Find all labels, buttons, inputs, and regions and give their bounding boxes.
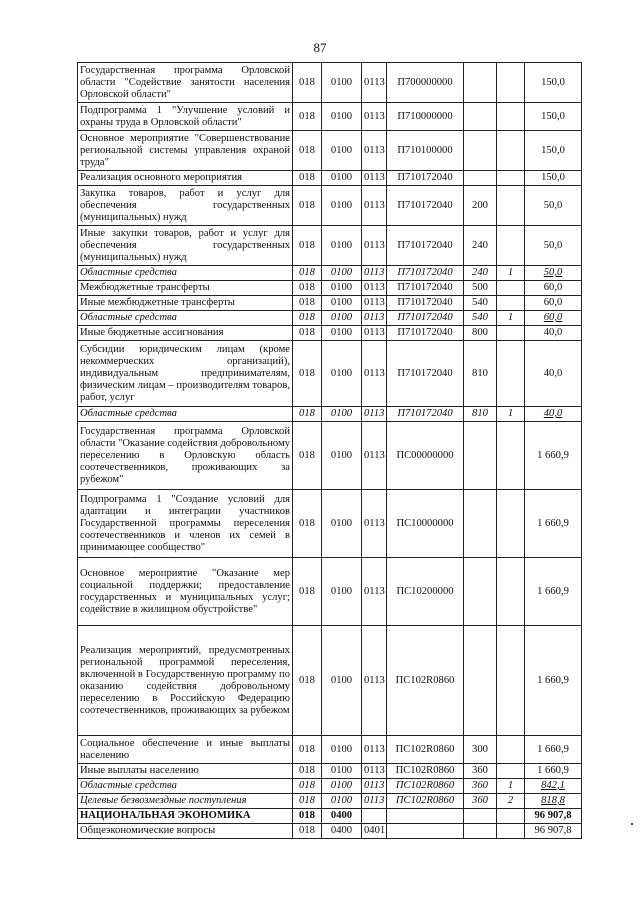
table-row <box>78 296 582 311</box>
cell-subsection-code: 0113 <box>362 736 387 764</box>
cell-ministry-code: 018 <box>293 490 322 558</box>
row-name: Областные средства <box>78 407 293 422</box>
row-name: Иные межбюджетные трансферты <box>78 296 293 311</box>
cell-target-article: П710172040 <box>387 266 464 281</box>
cell-ministry-code: 018 <box>293 407 322 422</box>
table-row <box>78 794 582 809</box>
cell-subsection-code: 0113 <box>362 63 387 103</box>
cell-target-article: П710172040 <box>387 186 464 226</box>
row-name: Целевые безвозмездные поступления <box>78 794 293 809</box>
cell-funding-source <box>497 422 525 490</box>
table-row <box>78 736 582 764</box>
cell-target-article: ПС102R0860 <box>387 736 464 764</box>
cell-ministry-code: 018 <box>293 626 322 736</box>
cell-expense-type: 800 <box>464 326 497 341</box>
cell-target-article: П710100000 <box>387 131 464 171</box>
table-row <box>78 809 582 824</box>
cell-section-code: 0100 <box>322 326 362 341</box>
cell-expense-type: 810 <box>464 407 497 422</box>
cell-subsection-code: 0113 <box>362 626 387 736</box>
scan-mark <box>631 823 633 825</box>
cell-target-article: П710172040 <box>387 341 464 407</box>
table-row <box>78 131 582 171</box>
row-name: Основное мероприятие "Совершенствование региональной системы управления охраной труда" <box>78 131 293 171</box>
row-name: Общеэкономические вопросы <box>78 824 293 839</box>
cell-subsection-code: 0113 <box>362 311 387 326</box>
table-row <box>78 281 582 296</box>
cell-amount: 40,0 <box>525 407 582 422</box>
cell-funding-source <box>497 341 525 407</box>
cell-subsection-code: 0113 <box>362 422 387 490</box>
cell-section-code: 0100 <box>322 341 362 407</box>
cell-amount: 40,0 <box>525 341 582 407</box>
cell-target-article: ПС00000000 <box>387 422 464 490</box>
cell-funding-source <box>497 326 525 341</box>
table-row <box>78 103 582 131</box>
row-name: Межбюджетные трансферты <box>78 281 293 296</box>
row-name: Подпрограмма 1 "Улучшение условий и охраны труда в Орловской области" <box>78 103 293 131</box>
cell-section-code: 0100 <box>322 63 362 103</box>
cell-ministry-code: 018 <box>293 103 322 131</box>
table-row <box>78 558 582 626</box>
cell-funding-source <box>497 131 525 171</box>
cell-ministry-code: 018 <box>293 326 322 341</box>
cell-expense-type: 360 <box>464 794 497 809</box>
cell-target-article: П710172040 <box>387 326 464 341</box>
cell-target-article: ПС102R0860 <box>387 794 464 809</box>
cell-funding-source <box>497 296 525 311</box>
page-number: 87 <box>313 40 327 55</box>
cell-funding-source <box>497 226 525 266</box>
cell-section-code: 0100 <box>322 407 362 422</box>
table-row <box>78 171 582 186</box>
row-name: Иные закупки товаров, работ и услуг для обеспечения государственных (муниципальных) нужд <box>78 226 293 266</box>
row-name: Иные выплаты населению <box>78 764 293 779</box>
cell-funding-source: 2 <box>497 794 525 809</box>
cell-expense-type: 810 <box>464 341 497 407</box>
cell-funding-source <box>497 558 525 626</box>
cell-subsection-code: 0113 <box>362 266 387 281</box>
cell-ministry-code: 018 <box>293 794 322 809</box>
row-name: Государственная программа Орловской области "Оказание содействия добровольному переселению в Орловскую область соотечественников, проживающих за рубежом" <box>78 422 293 490</box>
cell-ministry-code: 018 <box>293 171 322 186</box>
cell-amount: 50,0 <box>525 266 582 281</box>
row-name: Государственная программа Орловской области "Содействие занятости населения Орловской области" <box>78 63 293 103</box>
cell-section-code: 0100 <box>322 226 362 266</box>
cell-expense-type: 200 <box>464 186 497 226</box>
cell-amount: 96 907,8 <box>525 809 582 824</box>
cell-section-code: 0100 <box>322 131 362 171</box>
cell-funding-source <box>497 824 525 839</box>
table-row <box>78 311 582 326</box>
cell-subsection-code: 0113 <box>362 779 387 794</box>
cell-target-article: ПС10000000 <box>387 490 464 558</box>
row-name: Реализация основного мероприятия <box>78 171 293 186</box>
cell-target-article: П700000000 <box>387 63 464 103</box>
cell-ministry-code: 018 <box>293 266 322 281</box>
cell-expense-type <box>464 558 497 626</box>
row-name: НАЦИОНАЛЬНАЯ ЭКОНОМИКА <box>78 809 293 824</box>
cell-subsection-code: 0113 <box>362 558 387 626</box>
cell-funding-source <box>497 171 525 186</box>
cell-target-article: П710172040 <box>387 296 464 311</box>
table-row <box>78 186 582 226</box>
cell-expense-type: 240 <box>464 266 497 281</box>
row-name: Закупка товаров, работ и услуг для обеспечения государственных (муниципальных) нужд <box>78 186 293 226</box>
cell-ministry-code: 018 <box>293 341 322 407</box>
cell-target-article <box>387 809 464 824</box>
cell-ministry-code: 018 <box>293 736 322 764</box>
cell-ministry-code: 018 <box>293 422 322 490</box>
cell-target-article: ПС102R0860 <box>387 626 464 736</box>
cell-expense-type <box>464 490 497 558</box>
cell-section-code: 0100 <box>322 779 362 794</box>
row-name: Областные средства <box>78 266 293 281</box>
cell-section-code: 0100 <box>322 794 362 809</box>
table-row <box>78 407 582 422</box>
cell-funding-source <box>497 626 525 736</box>
cell-funding-source <box>497 63 525 103</box>
cell-subsection-code: 0113 <box>362 226 387 266</box>
cell-amount: 96 907,8 <box>525 824 582 839</box>
cell-subsection-code: 0113 <box>362 407 387 422</box>
cell-target-article: П710172040 <box>387 311 464 326</box>
cell-subsection-code: 0113 <box>362 341 387 407</box>
cell-section-code: 0100 <box>322 266 362 281</box>
table-row <box>78 764 582 779</box>
cell-target-article: П710172040 <box>387 281 464 296</box>
cell-subsection-code: 0113 <box>362 186 387 226</box>
cell-amount: 818,8 <box>525 794 582 809</box>
cell-subsection-code: 0113 <box>362 764 387 779</box>
cell-subsection-code: 0113 <box>362 326 387 341</box>
cell-expense-type <box>464 131 497 171</box>
cell-funding-source <box>497 490 525 558</box>
cell-section-code: 0100 <box>322 764 362 779</box>
cell-funding-source: 1 <box>497 311 525 326</box>
cell-ministry-code: 018 <box>293 186 322 226</box>
cell-funding-source: 1 <box>497 779 525 794</box>
row-name: Основное мероприятие "Оказание мер социальной поддержки; предоставление государственных и муниципальных услуг; содействие в жилищном обустройстве" <box>78 558 293 626</box>
cell-amount: 1 660,9 <box>525 736 582 764</box>
cell-amount: 150,0 <box>525 131 582 171</box>
cell-target-article: ПС10200000 <box>387 558 464 626</box>
cell-subsection-code: 0113 <box>362 281 387 296</box>
cell-section-code: 0100 <box>322 558 362 626</box>
table-row <box>78 63 582 103</box>
cell-expense-type: 360 <box>464 764 497 779</box>
cell-section-code: 0100 <box>322 281 362 296</box>
cell-ministry-code: 018 <box>293 558 322 626</box>
cell-ministry-code: 018 <box>293 779 322 794</box>
table-row <box>78 326 582 341</box>
table-row <box>78 226 582 266</box>
cell-subsection-code: 0113 <box>362 171 387 186</box>
cell-target-article: П710000000 <box>387 103 464 131</box>
cell-expense-type: 540 <box>464 296 497 311</box>
cell-ministry-code: 018 <box>293 311 322 326</box>
cell-ministry-code: 018 <box>293 131 322 171</box>
cell-section-code: 0100 <box>322 311 362 326</box>
budget-table <box>77 62 582 839</box>
row-name: Социальное обеспечение и иные выплаты населению <box>78 736 293 764</box>
cell-target-article: ПС102R0860 <box>387 764 464 779</box>
cell-expense-type <box>464 422 497 490</box>
cell-expense-type <box>464 103 497 131</box>
cell-funding-source <box>497 186 525 226</box>
table-row <box>78 490 582 558</box>
cell-expense-type <box>464 626 497 736</box>
cell-amount: 1 660,9 <box>525 626 582 736</box>
cell-amount: 842,1 <box>525 779 582 794</box>
cell-section-code: 0100 <box>322 103 362 131</box>
cell-subsection-code: 0401 <box>362 824 387 839</box>
cell-section-code: 0100 <box>322 422 362 490</box>
cell-section-code: 0100 <box>322 736 362 764</box>
cell-ministry-code: 018 <box>293 809 322 824</box>
row-name: Подпрограмма 1 "Создание условий для адаптации и интеграции участников Государственной программы переселения соотечественников и членов их семей в принимающее сообщество" <box>78 490 293 558</box>
cell-expense-type: 360 <box>464 779 497 794</box>
cell-amount: 60,0 <box>525 296 582 311</box>
cell-amount: 50,0 <box>525 186 582 226</box>
cell-expense-type: 240 <box>464 226 497 266</box>
cell-amount: 1 660,9 <box>525 558 582 626</box>
cell-funding-source <box>497 103 525 131</box>
cell-target-article: П710172040 <box>387 407 464 422</box>
table-row <box>78 341 582 407</box>
cell-expense-type: 500 <box>464 281 497 296</box>
cell-funding-source <box>497 736 525 764</box>
cell-amount: 1 660,9 <box>525 490 582 558</box>
cell-amount: 60,0 <box>525 281 582 296</box>
cell-amount: 60,0 <box>525 311 582 326</box>
cell-expense-type <box>464 809 497 824</box>
cell-subsection-code: 0113 <box>362 296 387 311</box>
cell-amount: 50,0 <box>525 226 582 266</box>
cell-funding-source <box>497 809 525 824</box>
cell-ministry-code: 018 <box>293 226 322 266</box>
cell-expense-type <box>464 171 497 186</box>
cell-amount: 1 660,9 <box>525 422 582 490</box>
cell-target-article: ПС102R0860 <box>387 779 464 794</box>
row-name: Реализация мероприятий, предусмотренных региональной программой переселения, включенной в Государственную программу по оказанию содействия добровольному переселению в Российскую Федерацию соотечественников, проживающих за рубежом <box>78 626 293 736</box>
cell-section-code: 0100 <box>322 186 362 226</box>
cell-target-article <box>387 824 464 839</box>
cell-funding-source <box>497 764 525 779</box>
cell-expense-type <box>464 824 497 839</box>
cell-ministry-code: 018 <box>293 764 322 779</box>
cell-section-code: 0100 <box>322 171 362 186</box>
cell-target-article: П710172040 <box>387 226 464 266</box>
cell-amount: 150,0 <box>525 171 582 186</box>
cell-funding-source: 1 <box>497 407 525 422</box>
cell-expense-type: 540 <box>464 311 497 326</box>
cell-subsection-code: 0113 <box>362 794 387 809</box>
row-name: Субсидии юридическим лицам (кроме некоммерческих организаций), индивидуальным предпринимателям, физическим лицам – производителям товаров, работ, услуг <box>78 341 293 407</box>
table-row <box>78 422 582 490</box>
row-name: Областные средства <box>78 311 293 326</box>
cell-ministry-code: 018 <box>293 824 322 839</box>
cell-subsection-code: 0113 <box>362 103 387 131</box>
cell-subsection-code: 0113 <box>362 490 387 558</box>
table-row <box>78 779 582 794</box>
row-name: Областные средства <box>78 779 293 794</box>
row-name: Иные бюджетные ассигнования <box>78 326 293 341</box>
cell-section-code: 0100 <box>322 296 362 311</box>
table-row <box>78 266 582 281</box>
cell-section-code: 0400 <box>322 824 362 839</box>
table-row <box>78 626 582 736</box>
cell-funding-source <box>497 281 525 296</box>
cell-ministry-code: 018 <box>293 63 322 103</box>
table-row <box>78 824 582 839</box>
cell-ministry-code: 018 <box>293 296 322 311</box>
cell-section-code: 0400 <box>322 809 362 824</box>
cell-ministry-code: 018 <box>293 281 322 296</box>
cell-subsection-code <box>362 809 387 824</box>
cell-amount: 40,0 <box>525 326 582 341</box>
cell-funding-source: 1 <box>497 266 525 281</box>
cell-subsection-code: 0113 <box>362 131 387 171</box>
cell-expense-type <box>464 63 497 103</box>
cell-target-article: П710172040 <box>387 171 464 186</box>
cell-amount: 150,0 <box>525 103 582 131</box>
cell-section-code: 0100 <box>322 626 362 736</box>
cell-amount: 150,0 <box>525 63 582 103</box>
cell-amount: 1 660,9 <box>525 764 582 779</box>
cell-expense-type: 300 <box>464 736 497 764</box>
cell-section-code: 0100 <box>322 490 362 558</box>
